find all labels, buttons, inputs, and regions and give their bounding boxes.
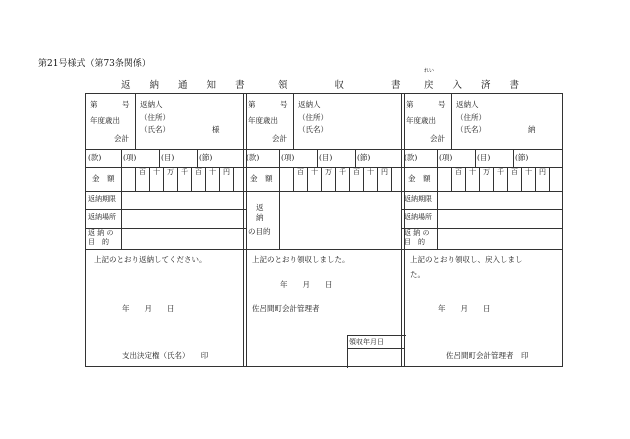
form1-title: 返 納 通 知 書 bbox=[121, 80, 253, 91]
label-kingaku: 金 額 bbox=[250, 174, 273, 183]
label-jusho: （住所） bbox=[140, 113, 170, 122]
form2-title: 領 収 書 bbox=[278, 80, 423, 91]
label-setsu: (節) bbox=[515, 153, 529, 162]
label-gou: 号 bbox=[438, 100, 446, 109]
digit-label: 百 bbox=[195, 168, 202, 176]
digit-label: 円 bbox=[381, 168, 388, 176]
label-setsu: (節) bbox=[357, 153, 371, 162]
label-henou-kigen: 返納期限 bbox=[88, 195, 116, 203]
label-setsu: (節) bbox=[199, 153, 213, 162]
digit-label: 百 bbox=[353, 168, 360, 176]
form1-date: 年 月 日 bbox=[122, 304, 175, 313]
label-kaikei: 会計 bbox=[272, 134, 287, 143]
label-sama: 様 bbox=[212, 125, 220, 134]
label-nomokuteki: の目的 bbox=[248, 227, 271, 236]
digit-label: 百 bbox=[511, 168, 518, 176]
label-shimei: （氏名） bbox=[298, 125, 328, 134]
digit-label: 百 bbox=[139, 168, 146, 176]
digit-label: 万 bbox=[483, 168, 490, 176]
digit-label: 百 bbox=[297, 168, 304, 176]
label-kan: (款) bbox=[88, 153, 102, 162]
label-henou-mokuteki-2: 目 的 bbox=[88, 238, 109, 246]
form2-date: 年 月 日 bbox=[280, 280, 333, 289]
form2-kaikei-kanrisha: 佐呂間町会計管理者 bbox=[252, 304, 320, 313]
digit-label: 千 bbox=[497, 168, 504, 176]
label-henounin: 返納人 bbox=[456, 100, 479, 109]
digit-label: 万 bbox=[325, 168, 332, 176]
label-kou: (項) bbox=[281, 153, 295, 162]
label-kaikei: 会計 bbox=[430, 134, 445, 143]
label-henou-basho: 返納場所 bbox=[404, 213, 432, 221]
digit-label: 十 bbox=[469, 168, 476, 176]
label-gou: 号 bbox=[122, 100, 130, 109]
form3-reinyu-zumisho bbox=[401, 93, 563, 367]
label-jusho: （住所） bbox=[298, 113, 328, 122]
form3-message-line2: た。 bbox=[410, 270, 425, 279]
label-henou-kigen: 返納期限 bbox=[404, 195, 432, 203]
form2-message: 上記のとおり領収しました。 bbox=[252, 255, 350, 264]
label-moku: (目) bbox=[161, 153, 175, 162]
label-kaikei: 会計 bbox=[114, 134, 129, 143]
label-henou-basho: 返納場所 bbox=[88, 213, 116, 221]
digit-label: 十 bbox=[153, 168, 160, 176]
form3-kaikei-kanrisha: 佐呂間町会計管理者 印 bbox=[446, 351, 529, 360]
form2-ryoshusho bbox=[243, 93, 405, 367]
label-kou: (項) bbox=[439, 153, 453, 162]
label-dai: 第 bbox=[406, 100, 414, 109]
digit-label: 千 bbox=[181, 168, 188, 176]
label-henou-mokuteki-2: 目 的 bbox=[404, 238, 425, 246]
form3-date: 年 月 日 bbox=[438, 304, 491, 313]
digit-label: 十 bbox=[311, 168, 318, 176]
label-moku: (目) bbox=[319, 153, 333, 162]
digit-label: 十 bbox=[209, 168, 216, 176]
form3-ruby: れい bbox=[424, 68, 435, 74]
label-kan: (款) bbox=[404, 153, 418, 162]
digit-label: 千 bbox=[339, 168, 346, 176]
label-dai: 第 bbox=[90, 100, 98, 109]
label-kou: (項) bbox=[123, 153, 137, 162]
digit-label: 十 bbox=[367, 168, 374, 176]
digit-label: 円 bbox=[539, 168, 546, 176]
form-number-header: 第21号様式（第73条関係） bbox=[38, 59, 151, 69]
label-henou-mokuteki: 返 納 の bbox=[404, 229, 430, 237]
form3-title: 戻 入 済 書 bbox=[424, 80, 528, 91]
label-ryoshu-date: 領収年月日 bbox=[349, 338, 384, 346]
label-kingaku: 金 額 bbox=[408, 174, 431, 183]
label-nendo: 年度歳出 bbox=[248, 116, 278, 125]
label-nendo: 年度歳出 bbox=[90, 116, 120, 125]
label-shimei: （氏名） bbox=[140, 125, 170, 134]
digit-label: 十 bbox=[525, 168, 532, 176]
form1-henou-tsuchisho bbox=[85, 93, 247, 367]
digit-label: 百 bbox=[455, 168, 462, 176]
label-kingaku: 金 額 bbox=[92, 174, 115, 183]
label-nou-suffix: 納 bbox=[528, 125, 536, 134]
label-moku: (目) bbox=[477, 153, 491, 162]
digit-label: 万 bbox=[167, 168, 174, 176]
label-nendo: 年度歳出 bbox=[406, 116, 436, 125]
label-shimei: （氏名） bbox=[456, 125, 486, 134]
label-nou: 納 bbox=[256, 213, 264, 222]
label-gou: 号 bbox=[280, 100, 288, 109]
label-kan: (款) bbox=[246, 153, 260, 162]
form1-message: 上記のとおり返納してください。 bbox=[94, 255, 207, 264]
form1-footer-signature: 支出決定権（氏名） 印 bbox=[122, 351, 209, 360]
label-jusho: （住所） bbox=[456, 113, 486, 122]
form3-message-line1: 上記のとおり領収し、戻入しまし bbox=[410, 255, 523, 264]
label-hen: 返 bbox=[256, 203, 264, 212]
label-henounin: 返納人 bbox=[298, 100, 321, 109]
label-henounin: 返納人 bbox=[140, 100, 163, 109]
digit-label: 円 bbox=[223, 168, 230, 176]
label-dai: 第 bbox=[248, 100, 256, 109]
label-henou-mokuteki: 返 納 の bbox=[88, 229, 114, 237]
